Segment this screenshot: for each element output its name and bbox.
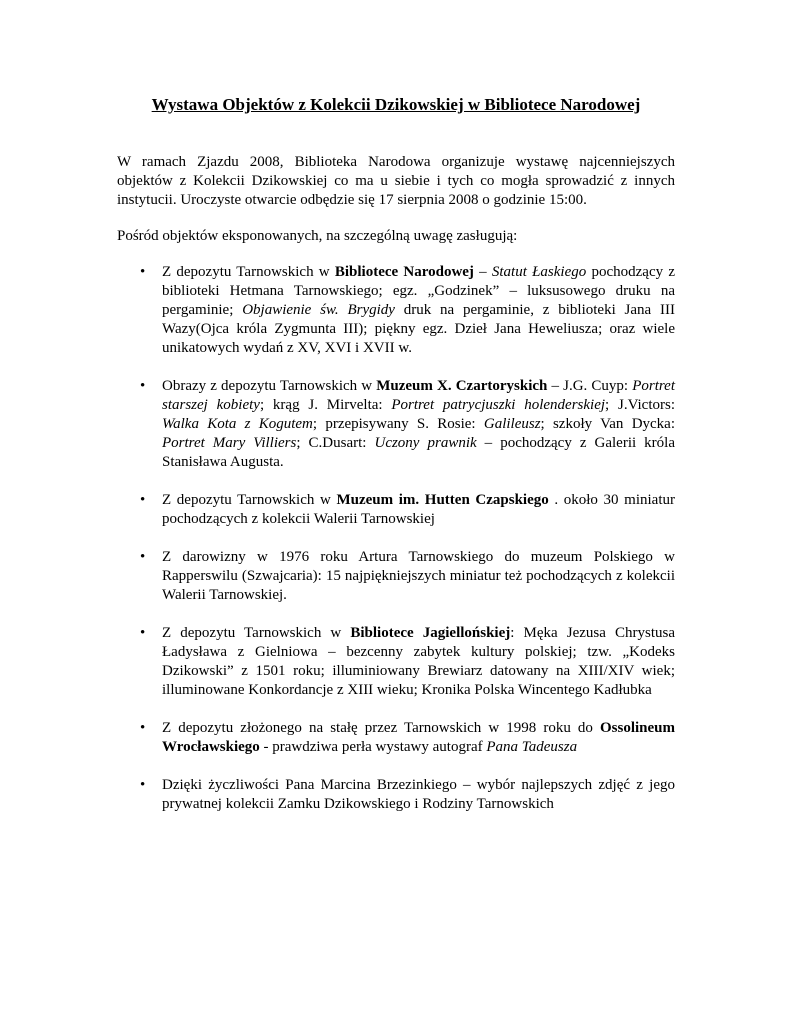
bullet-icon: • [140,549,146,565]
item-text: Z depozytu Tarnowskich w [162,492,337,508]
item-text: - prawdziwa perła wystawy autograf [259,739,487,755]
item-text: . około 30 miniatur pochodzących z kolekcii Walerii Tarnowskiej [162,492,675,527]
italic-text: Walka Kota z Kogutem [162,416,313,432]
italic-text: Uczony prawnik [374,435,477,451]
bold-text: Muzeum im. Hutten Czapskiego [336,492,549,508]
item-text: ; krąg J. Mirvelta: [259,397,392,413]
item-text: : Męka Jezusa Chrystusa Ładysława z Gielniowa – bezcenny zabytek kultury polskiej; tzw. „Kodeks Dzikowski” z 1501 roku; illuminiowany Brewiarz datowany na XIII/XIV wiek; illuminowane Konkordancje z XIII wieku; Kronika Polska Wincentego Kadłubka [162,625,676,698]
bullet-icon: • [140,777,146,793]
exhibit-list [117,263,675,814]
bold-text: Ossolineum Wrocławskiego [162,720,675,755]
item-text: – [473,264,492,280]
bold-text: Muzeum X. Czartoryskich [376,378,548,394]
item-text: Z depozytu Tarnowskich w [162,264,335,280]
italic-text: Portret starszej kobiety [162,378,675,413]
lead-paragraph: Pośród objektów eksponowanych, na szczególną uwagę zasługują: [117,228,518,244]
item-text: Z depozytu złożonego na stałę przez Tarnowskich w 1998 roku do [162,720,600,736]
item-text: Z depozytu Tarnowskich w [162,625,351,641]
document-page [117,95,675,833]
bullet-icon: • [140,720,146,736]
item-text: Obrazy z depozytu Tarnowskich w [162,378,377,394]
list-item [117,776,675,814]
bullet-icon: • [140,492,146,508]
italic-text: Pana Tadeusza [486,739,578,755]
item-text: – J.G. Cuyp: [547,378,633,394]
item-text: druk na pergaminie, z biblioteki Jana III Wazy(Ojca króla Zygmunta III); piękny egz. Dzieł Jana Heweliusza; oraz wiele unikatowych wydań z XV, XVI i XVII w. [162,302,675,356]
item-text: ; szkoły Van Dycka: [540,416,676,432]
italic-text: Portret patrycjuszki holenderskiej [391,397,606,413]
list-item [117,263,675,358]
item-text: Dzięki życzliwości Pana Marcina Brzezinkiego – wybór najlepszych zdjęć z jego prywatnej kolekcii Zamku Dzikowskiego i Rodziny Tarnowskich [162,777,675,812]
document-title: Wystawa Objektów z Kolekcii Dzikowskiej w Bibliotece Narodowej [151,95,641,114]
bullet-icon: • [140,378,146,394]
list-item [117,377,675,472]
list-item [117,491,675,529]
item-text: pochodzący z biblioteki Hetmana Tarnowskiego; egz. „Godzinek” – luksusowego druku na pergaminie; [162,264,675,318]
italic-text: Galileusz [483,416,541,432]
bold-text: Bibliotece Jagiellońskiej [350,625,511,641]
italic-text: Objawienie św. Brygidy [242,302,395,318]
item-text: ; C.Dusart: [296,435,375,451]
item-text: ; przepisywany S. Rosie: [312,416,484,432]
bullet-icon: • [140,625,146,641]
list-item [117,548,675,605]
italic-text: Statut Łaskiego [491,264,587,280]
bold-text: Bibliotece Narodowej [334,264,474,280]
intro-paragraph: W ramach Zjazdu 2008, Biblioteka Narodowa organizuje wystawę najcenniejszych objektów z Kolekcii Dzikowskiej co ma u siebie i tych co mogła sprowadzić z innych instytucii. Uroczyste otwarcie odbędzie się 17 sierpnia 2008 o godzinie 15:00. [117,154,675,208]
bullet-icon: • [140,264,146,280]
list-item [117,624,675,700]
list-item [117,719,675,757]
italic-text: Portret Mary Villiers [162,435,297,451]
item-text: – pochodzący z Galerii króla Stanisława Augusta. [162,435,675,470]
item-text: Z darowizny w 1976 roku Artura Tarnowskiego do muzeum Polskiego w Rapperswilu (Szwajcaria): 15 najpiękniejszych miniatur też pochodzących z kolekcii Walerii Tarnowskiej. [162,549,675,603]
item-text: ; J.Victors: [605,397,675,413]
